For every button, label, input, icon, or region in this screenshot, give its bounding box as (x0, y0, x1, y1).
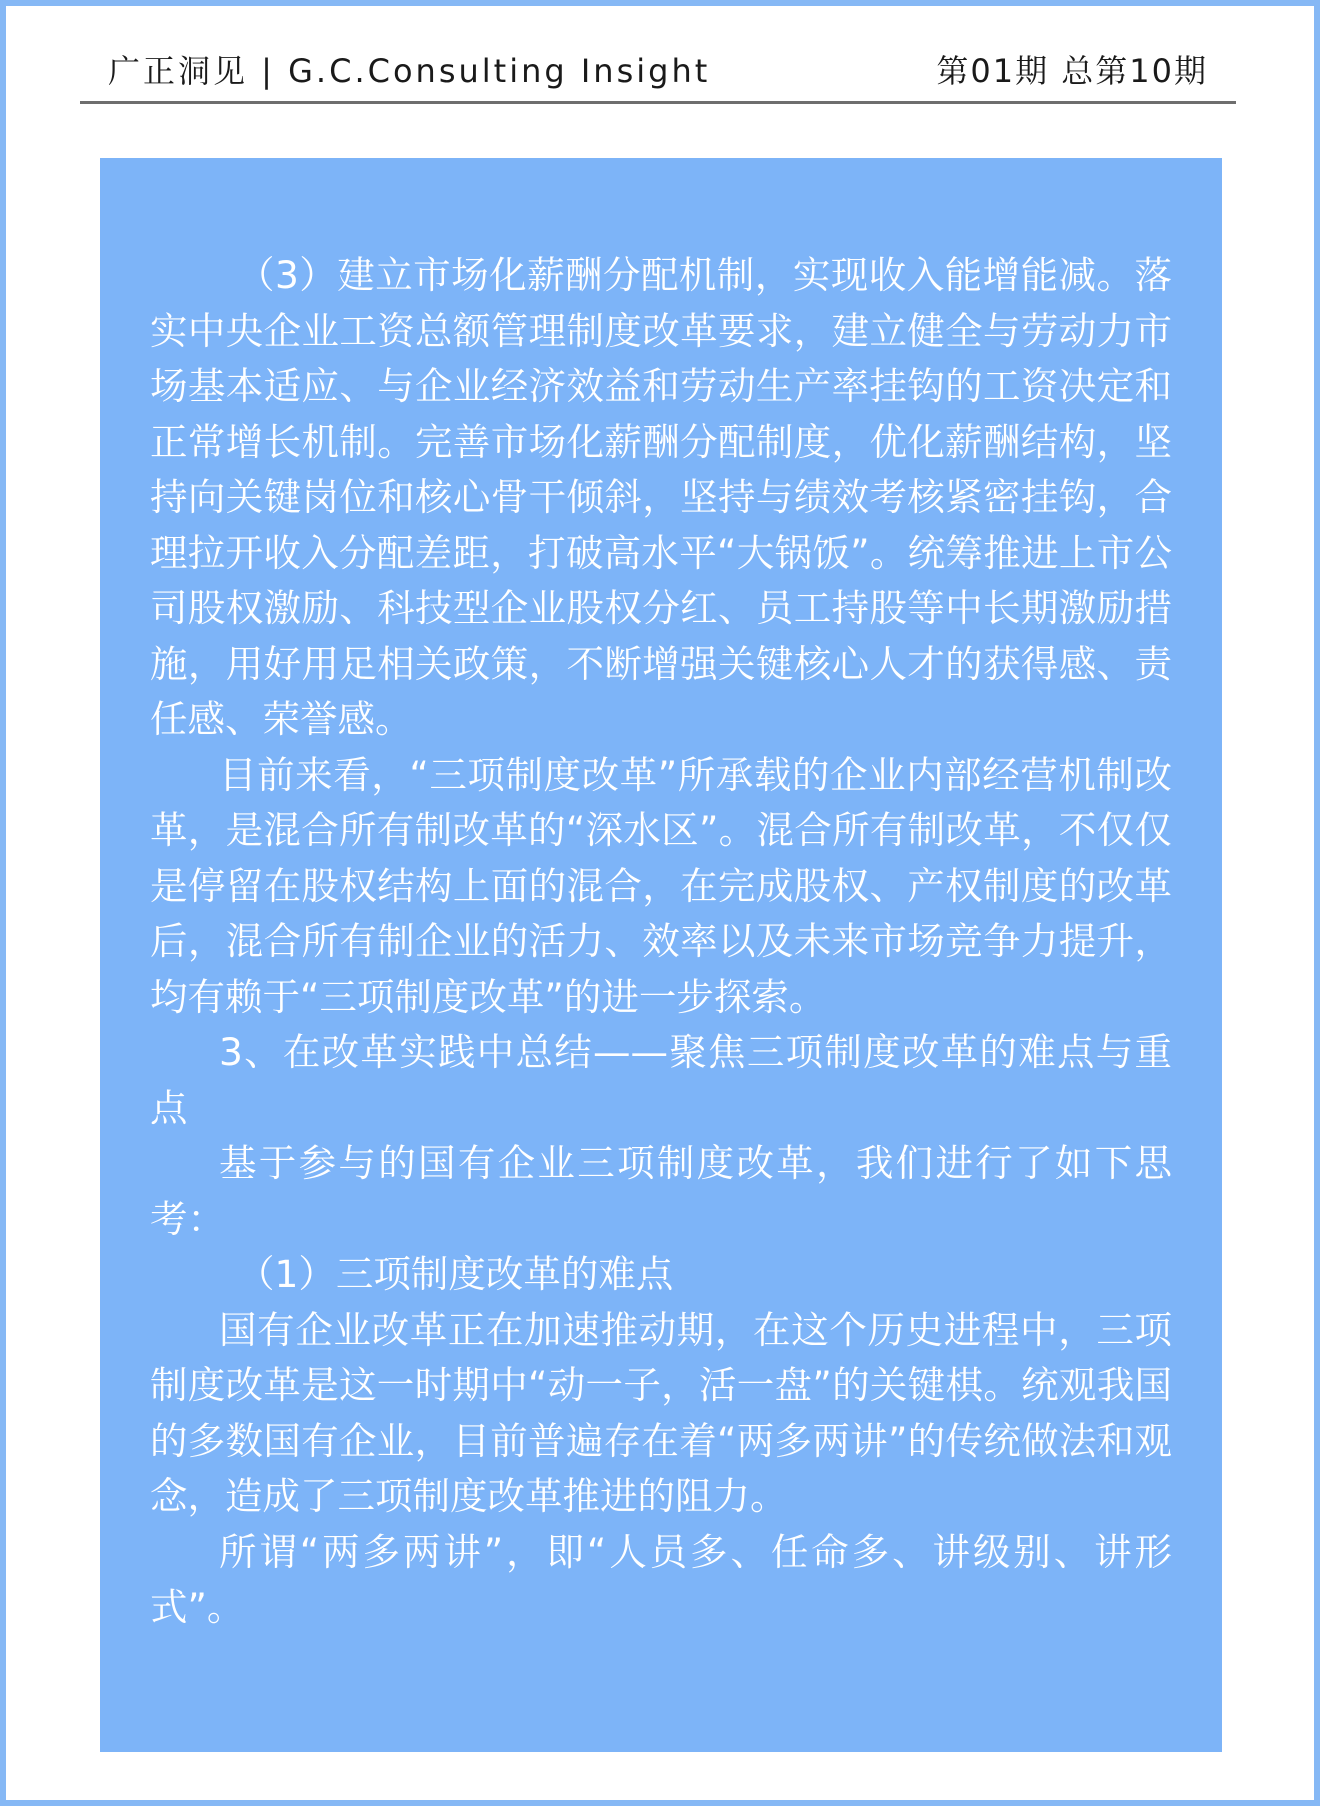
article-body (150, 248, 1172, 1636)
paragraph-salary-mechanism: （3）建立市场化薪酬分配机制，实现收入能增能减。落实中央企业工资总额管理制度改革要求，建立健全与劳动力市场基本适应、与企业经济效益和劳动生产率挂钩的工资决定和正常增长机制。完善市场化薪酬分配制度，优化薪酬结构，坚持向关键岗位和核心骨干倾斜，坚持与绩效考核紧密挂钩，合理拉开收入分配差距，打破高水平“大锅饭”。统筹推进上市公司股权激励、科技型企业股权分红、员工持股等中长期激励措施，用好用足相关政策，不断增强关键核心人才的获得感、责任感、荣誉感。 (150, 253, 1172, 741)
paragraph-thinking-intro: 基于参与的国有企业三项制度改革，我们进行了如下思考： (150, 1141, 1172, 1241)
publication-title: 广正洞见 | G.C.Consulting Insight (108, 52, 711, 90)
section-heading-3: 3、在改革实践中总结——聚焦三项制度改革的难点与重点 (150, 1030, 1172, 1130)
article-content-box (100, 158, 1222, 1752)
page-header (80, 38, 1236, 100)
paragraph-two-many-two-talk: 所谓“两多两讲”，即“人员多、任命多、讲级别、讲形式”。 (150, 1529, 1172, 1629)
subheading-difficulties: （1）三项制度改革的难点 (237, 1252, 674, 1296)
paragraph-reform-period: 国有企业改革正在加速推动期，在这个历史进程中，三项制度改革是这一时期中“动一子，活一盘”的关键棋。统观我国的多数国有企业，目前普遍存在着“两多两讲”的传统做法和观念，造成了三项制度改革推进的阻力。 (150, 1307, 1172, 1518)
issue-number: 第01期 总第10期 (936, 52, 1208, 90)
paragraph-current-view: 目前来看，“三项制度改革”所承载的企业内部经营机制改革，是混合所有制改革的“深水区”。混合所有制改革，不仅仅是停留在股权结构上面的混合，在完成股权、产权制度的改革后，混合所有制企业的活力、效率以及未来市场竞争力提升，均有赖于“三项制度改革”的进一步探索。 (150, 752, 1172, 1019)
header-divider (80, 101, 1236, 104)
